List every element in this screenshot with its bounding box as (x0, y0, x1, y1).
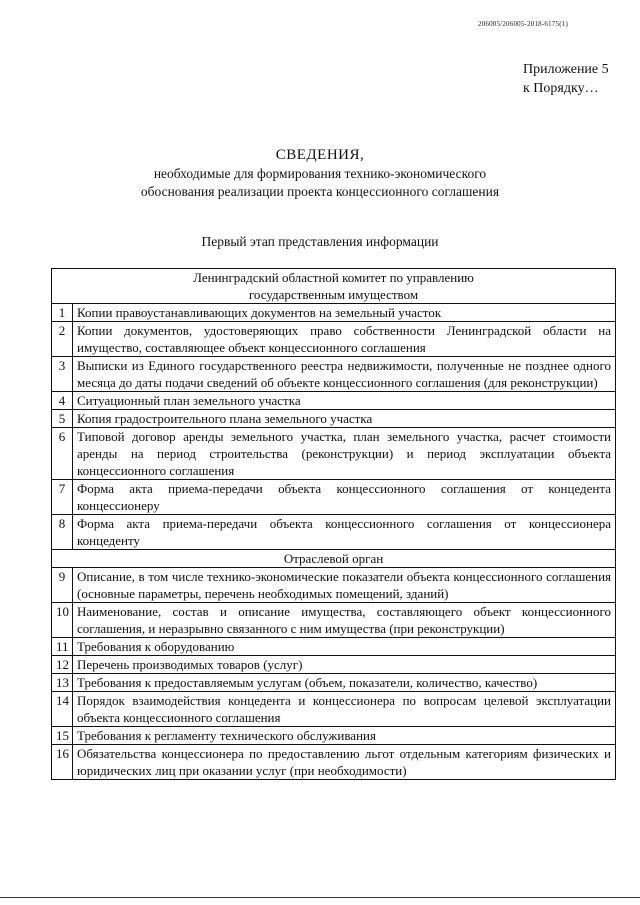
row-number: 8 (52, 515, 73, 550)
page-bottom-rule (0, 897, 640, 898)
section-title (52, 550, 616, 568)
row-number: 10 (52, 603, 73, 638)
row-number: 3 (52, 357, 73, 392)
table-row (52, 674, 616, 692)
table-row (52, 304, 616, 322)
table-row (52, 656, 616, 674)
table-row (52, 638, 616, 656)
table-row (52, 745, 616, 780)
row-text: Требования к оборудованию (73, 638, 616, 656)
row-number: 9 (52, 568, 73, 603)
appendix-order-ref: к Порядку… (523, 81, 599, 96)
section-title-line-1: Ленинградский областной комитет по управлению (193, 270, 474, 285)
row-text: Выписки из Единого государственного реестра недвижимости, полученные не позднее одного месяца до даты подачи сведений об объекте концессионного соглашения (для реконструкции) (73, 357, 616, 392)
row-text: Типовой договор аренды земельного участка, план земельного участка, расчет стоимости аренды на период строительства (реконструкции) и период эксплуатации объекта концессионного соглашения (73, 428, 616, 480)
row-text: Копии документов, удостоверяющих право собственности Ленинградской области на имущество, составляющее объект концессионного соглашения (73, 322, 616, 357)
appendix-reference (523, 60, 609, 98)
stage-heading: Первый этап представления информации (201, 234, 439, 249)
row-number: 14 (52, 692, 73, 727)
document-id: 206005/206005-2018-6175(1) (478, 20, 568, 28)
title-line-2: обоснования реализации проекта концессионного соглашения (140, 184, 500, 199)
table-row (52, 603, 616, 638)
section-title (52, 269, 616, 304)
row-number: 2 (52, 322, 73, 357)
row-number: 15 (52, 727, 73, 745)
table-row (52, 357, 616, 392)
row-number: 1 (52, 304, 73, 322)
table-row (52, 515, 616, 550)
table-row (52, 392, 616, 410)
document-title (0, 145, 640, 201)
row-text: Копии правоустанавливающих документов на земельный участок (73, 304, 616, 322)
row-text: Требования к предоставляемым услугам (объем, показатели, количество, качество) (73, 674, 616, 692)
title-line-1: необходимые для формирования технико-экономического (153, 166, 487, 181)
row-text: Копия градостроительного плана земельного участка (73, 410, 616, 428)
section-title-line-2: государственным имуществом (248, 287, 419, 302)
row-text: Порядок взаимодействия концедента и концессионера по вопросам целевой эксплуатации объекта концессионного соглашения (73, 692, 616, 727)
table-row (52, 322, 616, 357)
row-number: 12 (52, 656, 73, 674)
table-row (52, 692, 616, 727)
table-row (52, 480, 616, 515)
row-number: 7 (52, 480, 73, 515)
row-number: 16 (52, 745, 73, 780)
row-number: 13 (52, 674, 73, 692)
row-text: Требования к регламенту технического обслуживания (73, 727, 616, 745)
title-main: СВЕДЕНИЯ, (275, 147, 365, 163)
row-text: Форма акта приема-передачи объекта концессионного соглашения от концессионера концеденту (73, 515, 616, 550)
section-header-row (52, 550, 616, 568)
section-title-line-1: Отраслевой орган (283, 551, 384, 566)
row-number: 11 (52, 638, 73, 656)
table-row (52, 727, 616, 745)
row-number: 6 (52, 428, 73, 480)
row-text: Обязательства концессионера по предоставлению льгот отдельным категориям физических и юридических лиц при оказании услуг (при необходимости) (73, 745, 616, 780)
row-text: Форма акта приема-передачи объекта концессионного соглашения от концедента концессионеру (73, 480, 616, 515)
row-text: Перечень производимых товаров (услуг) (73, 656, 616, 674)
row-number: 5 (52, 410, 73, 428)
appendix-number: Приложение 5 (523, 62, 609, 77)
row-text: Ситуационный план земельного участка (73, 392, 616, 410)
row-number: 4 (52, 392, 73, 410)
table-row (52, 410, 616, 428)
section-header-row (52, 269, 616, 304)
table-row (52, 428, 616, 480)
table-row (52, 568, 616, 603)
row-text: Наименование, состав и описание имущества, составляющего объект концессионного соглашения, и неразрывно связанного с ним имущества (при реконструкции) (73, 603, 616, 638)
information-table (51, 268, 616, 780)
row-text: Описание, в том числе технико-экономические показатели объекта концессионного соглашения (основные параметры, перечень необходимых помещений, зданий) (73, 568, 616, 603)
